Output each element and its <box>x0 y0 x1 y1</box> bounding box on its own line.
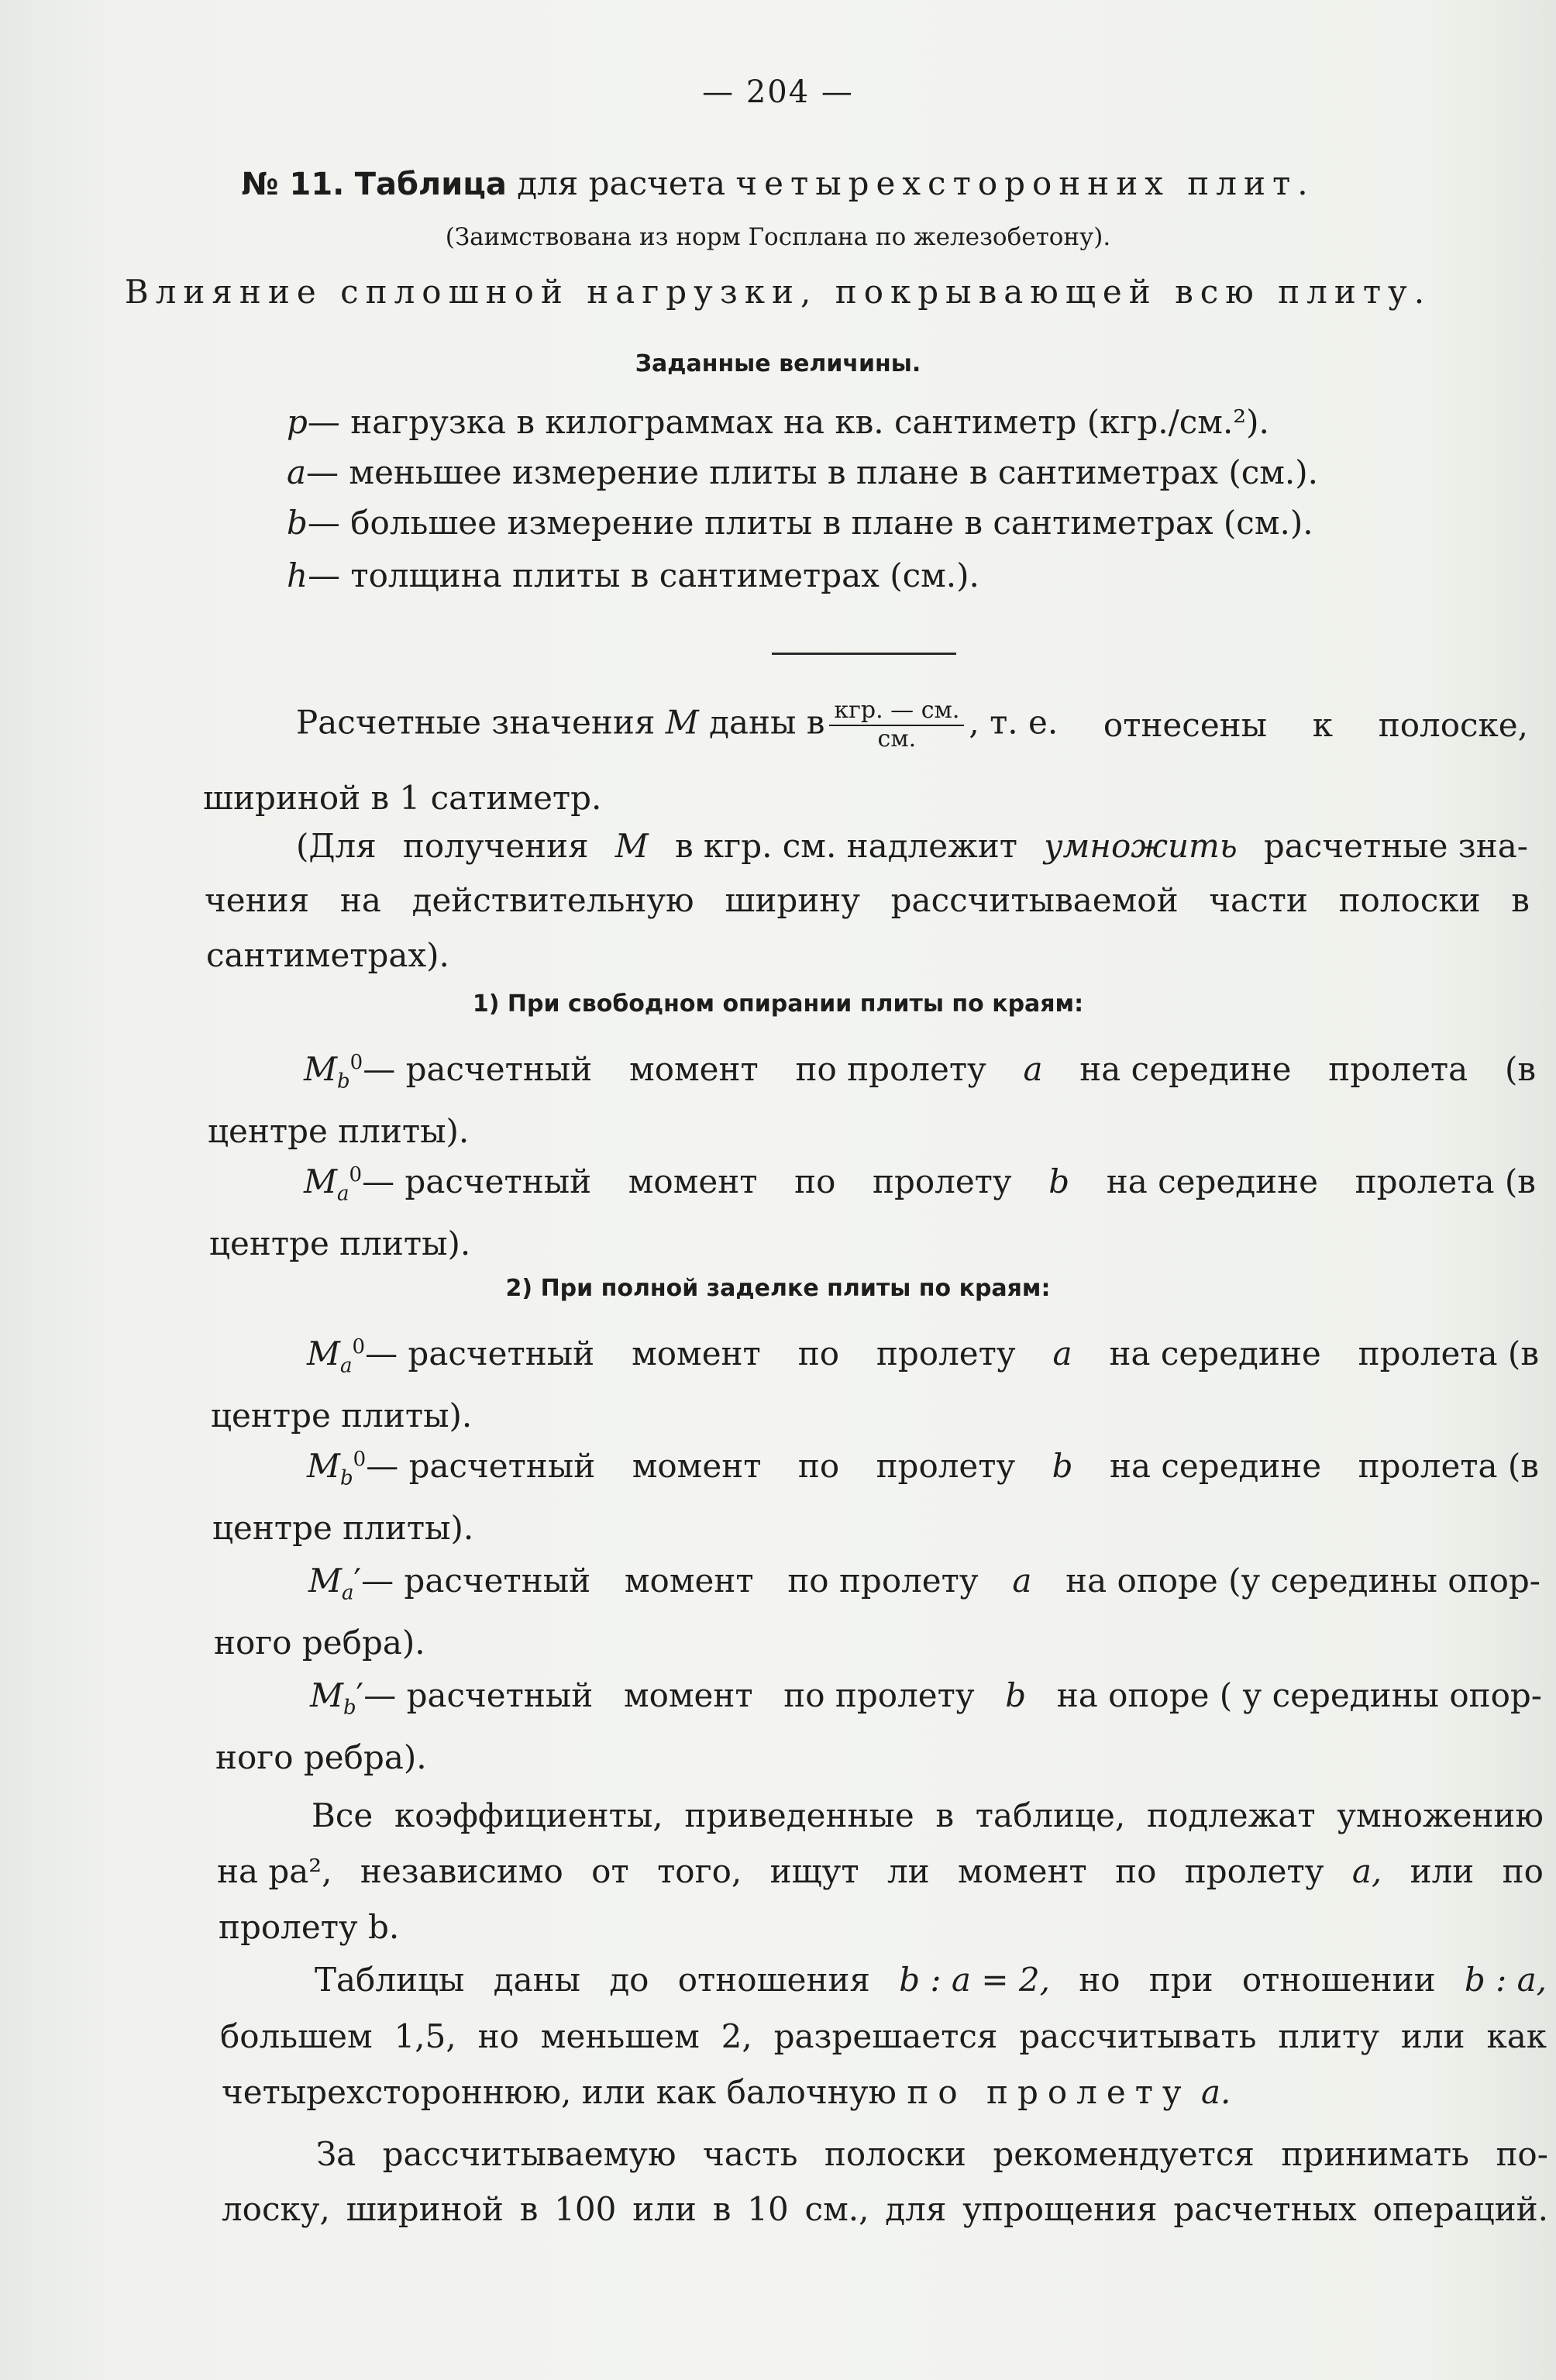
ratio-line-1: Таблицы даны до отношения b : a = 2, но при отношении b : a, <box>315 1961 1547 1999</box>
definition-h: h— толщина плиты в сантиметрах (см.). <box>287 556 979 594</box>
section2-item-1-cont: центре плиты). <box>211 1397 473 1435</box>
note-line-3: сантиметрах). <box>206 936 449 974</box>
definition-a: a— меньшее измерение плиты в плане в сантиметрах (см.). <box>287 453 1319 491</box>
influence-heading: Влияние сплошной нагрузки, покрывающей всю плиту. <box>124 273 1432 311</box>
subtitle: (Заимствована из норм Госплана по железобетону). <box>445 223 1111 251</box>
definition-p: p— нагрузка в килограммах на кв. сантиметр (кгр./см.²). <box>287 403 1269 441</box>
section2-item-3: $M_a'—$ расчетный момент по пролету a на опоре (у середины опор- <box>308 1562 1541 1605</box>
table-word: Таблица <box>354 167 507 202</box>
section1-item-2-cont: центре плиты). <box>209 1224 471 1262</box>
title-plain: для расчета <box>517 164 725 202</box>
section2-item-4: $M_b'—$ расчетный момент по пролету b на опоре ( у середины опор- <box>310 1676 1542 1720</box>
section1-item-2: $M_a^0—$ расчетный момент по пролету b на середине пролета (в <box>304 1162 1536 1206</box>
coeff-line-3: пролету b. <box>219 1908 400 1946</box>
page-number: — 204 — <box>702 74 854 110</box>
coeff-line-2: на pa², независимо от того, ищут ли момент по пролету a, или по <box>217 1852 1544 1890</box>
divider <box>772 653 956 655</box>
section1-item-1-cont: центре плиты). <box>208 1112 470 1150</box>
strip-line-1: За рассчитываемую часть полоски рекомендуется принимать по- <box>316 2135 1548 2173</box>
note-line-1: (Для получения M в кгр. см. надлежит умножить расчетные зна- <box>296 827 1528 865</box>
section2-item-2-cont: центре плиты). <box>212 1509 474 1547</box>
section1-heading: 1) При свободном опирании плиты по краям: <box>472 990 1084 1018</box>
coeff-line-1: Все коэффициенты, приведенные в таблице, подлежат умножению <box>312 1796 1544 1834</box>
strip-line-2: лоску, шириной в 100 или в 10 см., для упрощения расчетных операций. <box>222 2190 1548 2228</box>
definition-b: b— большее измерение плиты в плане в сантиметрах (см.). <box>287 504 1313 542</box>
note-line-2: чения на действительную ширину рассчитываемой части полоски в <box>205 881 1530 919</box>
section2-item-3-cont: ного ребра). <box>214 1624 425 1662</box>
table-title <box>0 164 1556 202</box>
ratio-line-2: большем 1,5, но меньшем 2, разрешается рассчитывать плиту или как <box>220 2017 1547 2055</box>
units-line-2: шириной в 1 сатиметр. <box>203 779 602 817</box>
section1-item-1: $M_b^0—$ расчетный момент по пролету a на середине пролета (в <box>304 1050 1536 1094</box>
section2-item-1: $M_a^0—$ расчетный момент по пролету a на середине пролета (в <box>307 1335 1539 1378</box>
units-line-1: Расчетные значения M даны в $\frac{\text{кгр. — см.}}{см.}$ , т. е. отнесены к полоске, <box>296 697 1528 753</box>
section2-item-4-cont: ного ребра). <box>215 1738 427 1776</box>
table-number: № 11. <box>241 167 345 202</box>
ratio-line-3: четырехстороннюю, или как балочную по пролету a. <box>222 2073 1231 2111</box>
units-fraction: $\frac{\text{кгр. — см.}}{см.}$ <box>829 697 964 753</box>
given-values-heading: Заданные величины. <box>635 350 921 377</box>
section2-heading: 2) При полной заделке плиты по краям: <box>505 1275 1051 1302</box>
section2-item-2: $M_b^0—$ расчетный момент по пролету b на середине пролета (в <box>307 1447 1539 1490</box>
title-spaced: четырехсторонних плит. <box>735 164 1315 202</box>
